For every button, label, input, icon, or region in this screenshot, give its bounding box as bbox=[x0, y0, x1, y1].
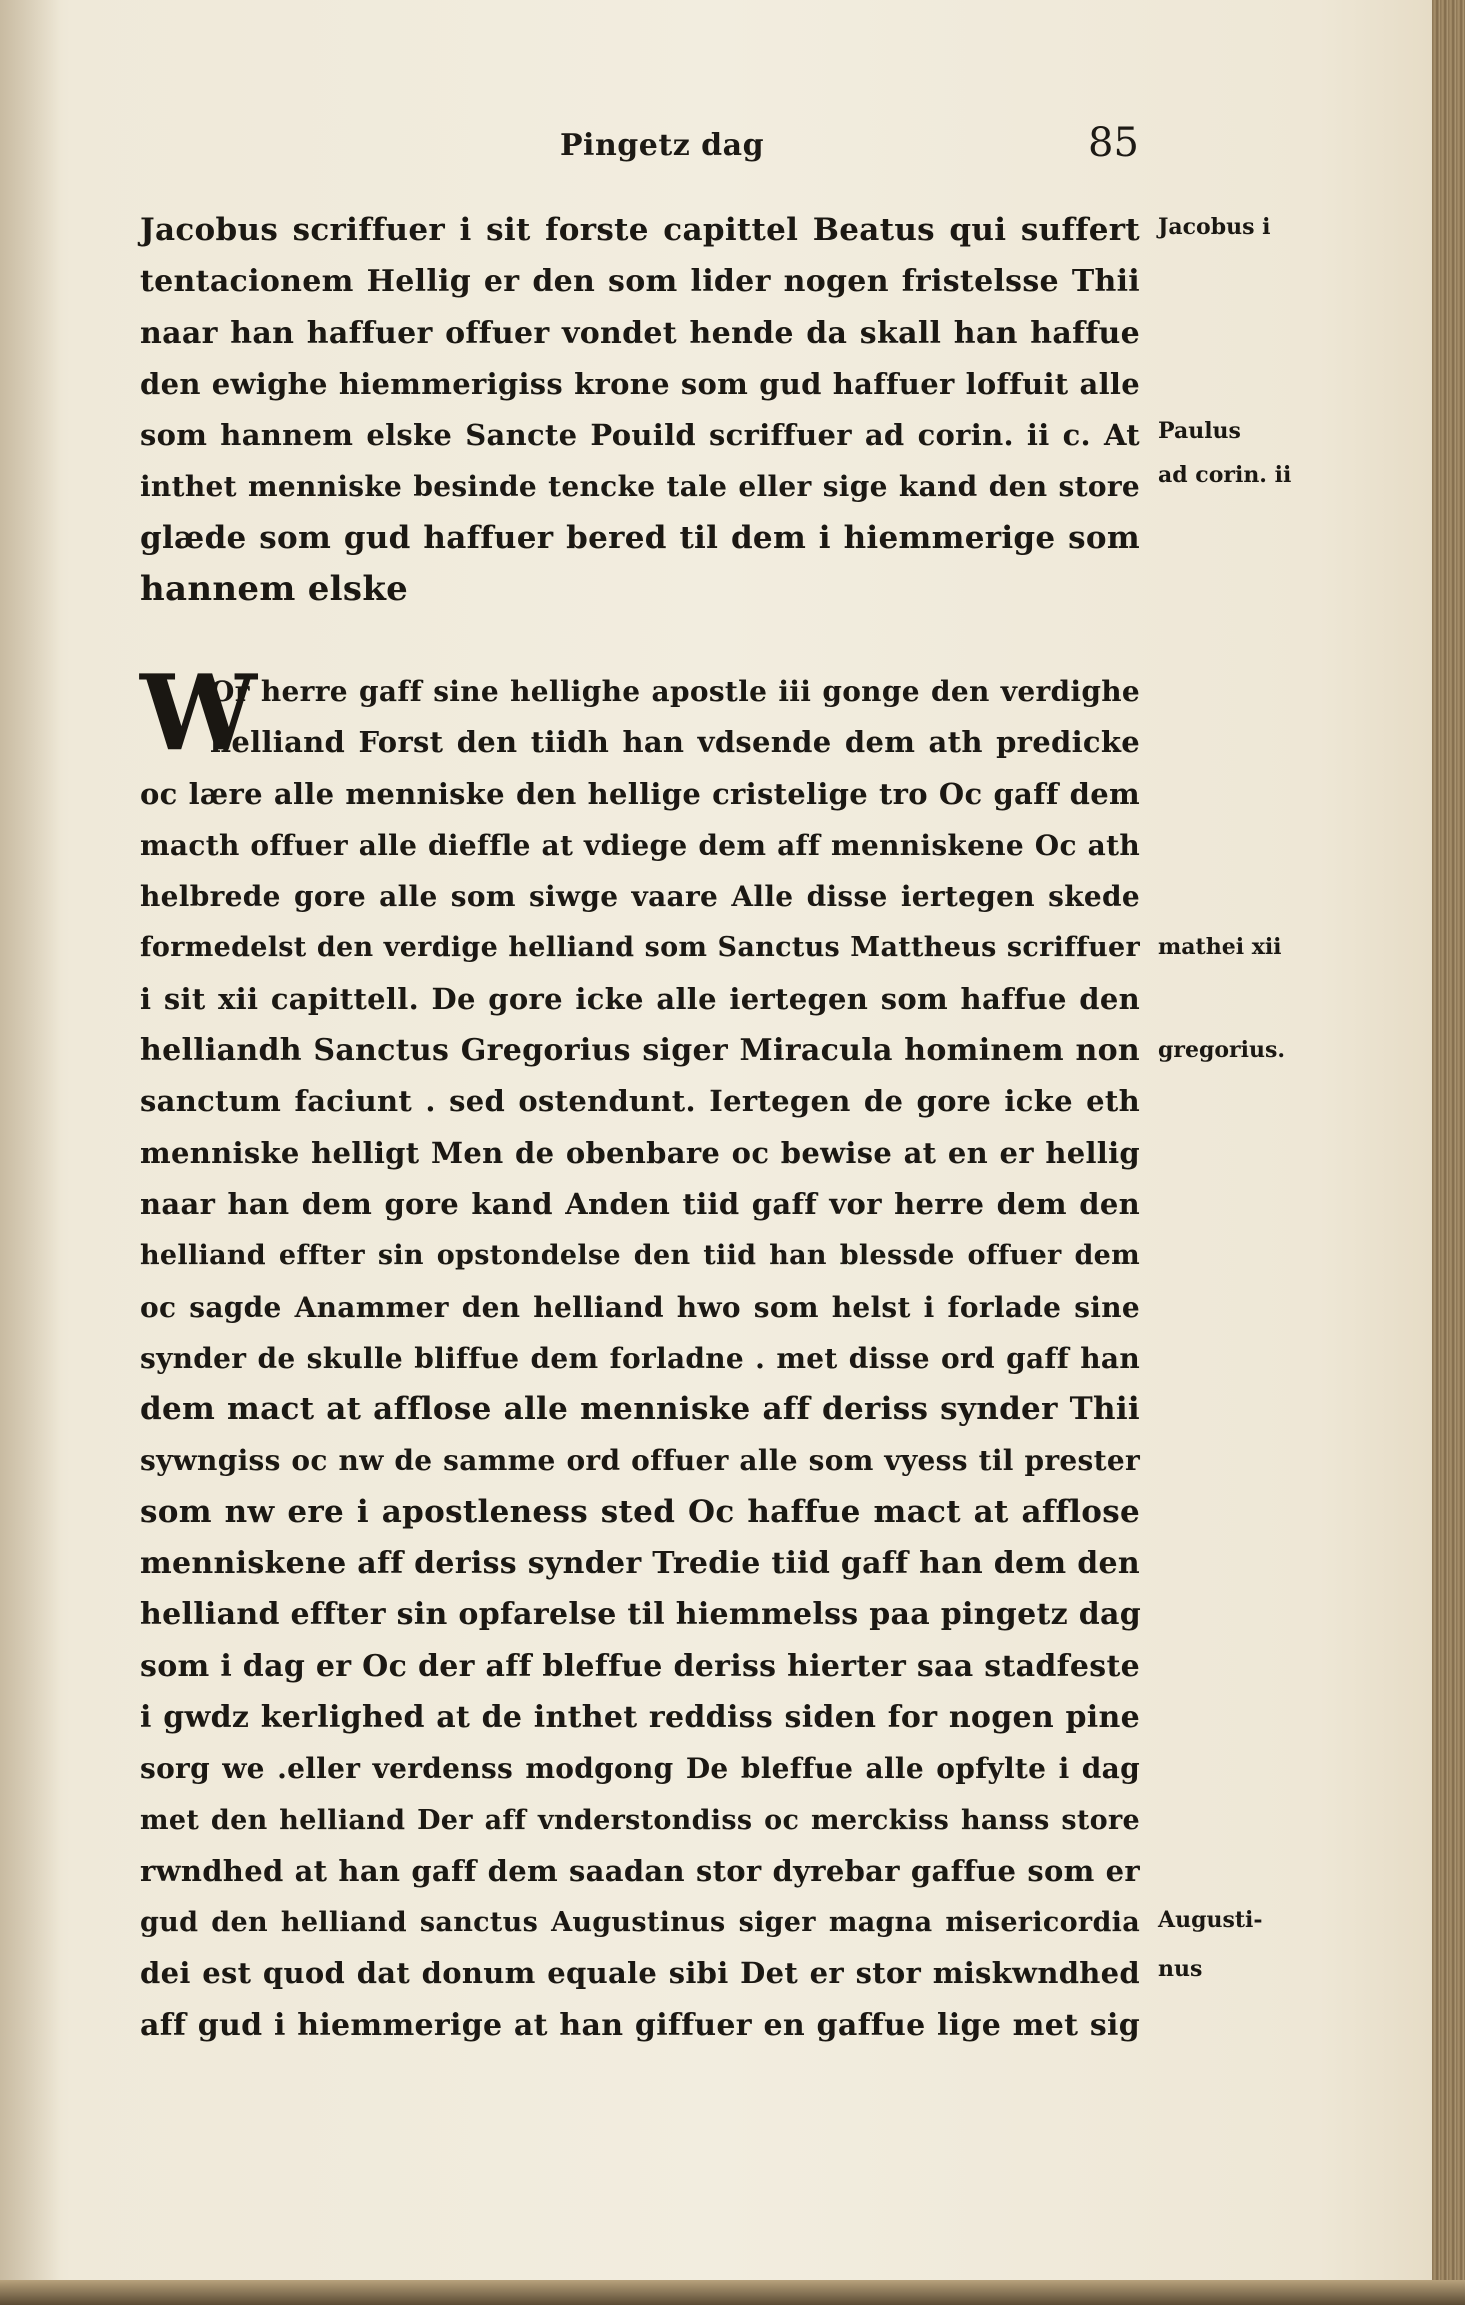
text-line: Jacobus scriffuer i sit forste capittel Beatus qui suffert bbox=[140, 212, 1140, 248]
text-line: glæde som gud haffuer bered til dem i hiemmerige som bbox=[140, 519, 1140, 556]
running-title: Pingetz dag bbox=[560, 128, 765, 163]
text-line: helliandh Sanctus Gregorius siger Miracula hominem non bbox=[140, 1033, 1140, 1069]
text-line: naar han dem gore kand Anden tiid gaff vor herre dem den bbox=[140, 1186, 1140, 1221]
text-line: som nw ere i apostleness sted Oc haffue mact at afflose bbox=[140, 1493, 1140, 1530]
text-line: sorg we .eller verdenss modgong De bleffue alle opfylte i dag bbox=[140, 1752, 1140, 1786]
text-line: oc lære alle menniske den hellige cristelige tro Oc gaff dem bbox=[140, 776, 1140, 811]
text-line: gud den helliand sanctus Augustinus siger magna misericordia bbox=[140, 1907, 1140, 1939]
text-line: dei est quod dat donum equale sibi Det er stor miskwndhed bbox=[140, 1956, 1140, 1991]
text-line: Or herre gaff sine hellighe apostle iii gonge den verdighe bbox=[210, 675, 1140, 708]
margin-note-augustinus-cont: nus bbox=[1158, 1956, 1203, 1982]
text-line: menniske helligt Men de obenbare oc bewise at en er hellig bbox=[140, 1135, 1140, 1170]
margin-note-gregorius: gregorius. bbox=[1158, 1037, 1286, 1063]
text-line: helliand Forst den tiidh han vdsende dem ath predicke bbox=[210, 725, 1140, 760]
margin-note-ad-corin: ad corin. ii bbox=[1158, 462, 1292, 488]
margin-note-mathei: mathei xii bbox=[1158, 934, 1282, 960]
margin-note-jacobus: Jacobus i bbox=[1158, 214, 1271, 240]
page-fore-edge bbox=[1432, 0, 1465, 2305]
margin-note-paulus: Paulus bbox=[1158, 418, 1241, 444]
text-line: den ewighe hiemmerigiss krone som gud haffuer loffuit alle bbox=[140, 366, 1140, 401]
text-line: i sit xii capittell. De gore icke alle iertegen som haffue den bbox=[140, 981, 1140, 1016]
text-line: macth offuer alle dieffle at vdiege dem aff menniskene Oc ath bbox=[140, 828, 1140, 862]
text-line: i gwdz kerlighed at de inthet reddiss siden for nogen pine bbox=[140, 1699, 1140, 1735]
page-header bbox=[140, 120, 1140, 170]
text-line: oc sagde Anammer den helliand hwo som helst i forlade sine bbox=[140, 1290, 1140, 1324]
text-line: som i dag er Oc der aff bleffue deriss hierter saa stadfeste bbox=[140, 1648, 1140, 1684]
text-line: inthet menniske besinde tencke tale eller sige kand den store bbox=[140, 470, 1140, 504]
text-line: synder de skulle bliffue dem forladne . met disse ord gaff han bbox=[140, 1341, 1140, 1375]
text-line: tentacionem Hellig er den som lider nogen fristelsse Thii bbox=[140, 264, 1140, 300]
text-line: dem mact at afflose alle menniske aff deriss synder Thii bbox=[140, 1391, 1140, 1428]
drop-cap-initial: W bbox=[140, 651, 257, 774]
text-line: menniskene aff deriss synder Tredie tiid gaff han dem den bbox=[140, 1546, 1140, 1582]
text-line: hannem elske bbox=[140, 569, 409, 610]
text-line: helbrede gore alle som siwge vaare Alle disse iertegen skede bbox=[140, 880, 1140, 914]
paragraph-2 bbox=[140, 651, 1141, 2051]
text-line: naar han haffuer offuer vondet hende da skall han haffue bbox=[140, 315, 1140, 351]
text-line: rwndhed at han gaff dem saadan stor dyrebar gaffue som er bbox=[140, 1853, 1140, 1888]
margin-note-augustinus: Augusti- bbox=[1158, 1907, 1263, 1933]
gutter-shadow bbox=[0, 0, 60, 2280]
paragraph-1 bbox=[140, 205, 1140, 615]
text-line: sanctum faciunt . sed ostendunt. Iertegen de gore icke eth bbox=[140, 1084, 1140, 1119]
text-line: aff gud i hiemmerige at han giffuer en gaffue lige met sig bbox=[140, 2007, 1140, 2043]
text-line: sywngiss oc nw de samme ord offuer alle som vyess til prester bbox=[140, 1444, 1140, 1478]
text-line: som hannem elske Sancte Pouild scriffuer ad corin. ii c. At bbox=[140, 418, 1140, 453]
page-bottom-edge bbox=[0, 2280, 1465, 2305]
text-line: helliand effter sin opstondelse den tiid han blessde offuer dem bbox=[140, 1240, 1140, 1272]
page-number: 85 bbox=[1088, 120, 1139, 166]
text-line: helliand effter sin opfarelse til hiemmelss paa pingetz dag bbox=[140, 1597, 1141, 1633]
text-line: formedelst den verdige helliand som Sanctus Mattheus scriffuer bbox=[140, 932, 1140, 964]
text-line: met den helliand Der aff vnderstondiss oc merckiss hanss store bbox=[140, 1804, 1140, 1836]
